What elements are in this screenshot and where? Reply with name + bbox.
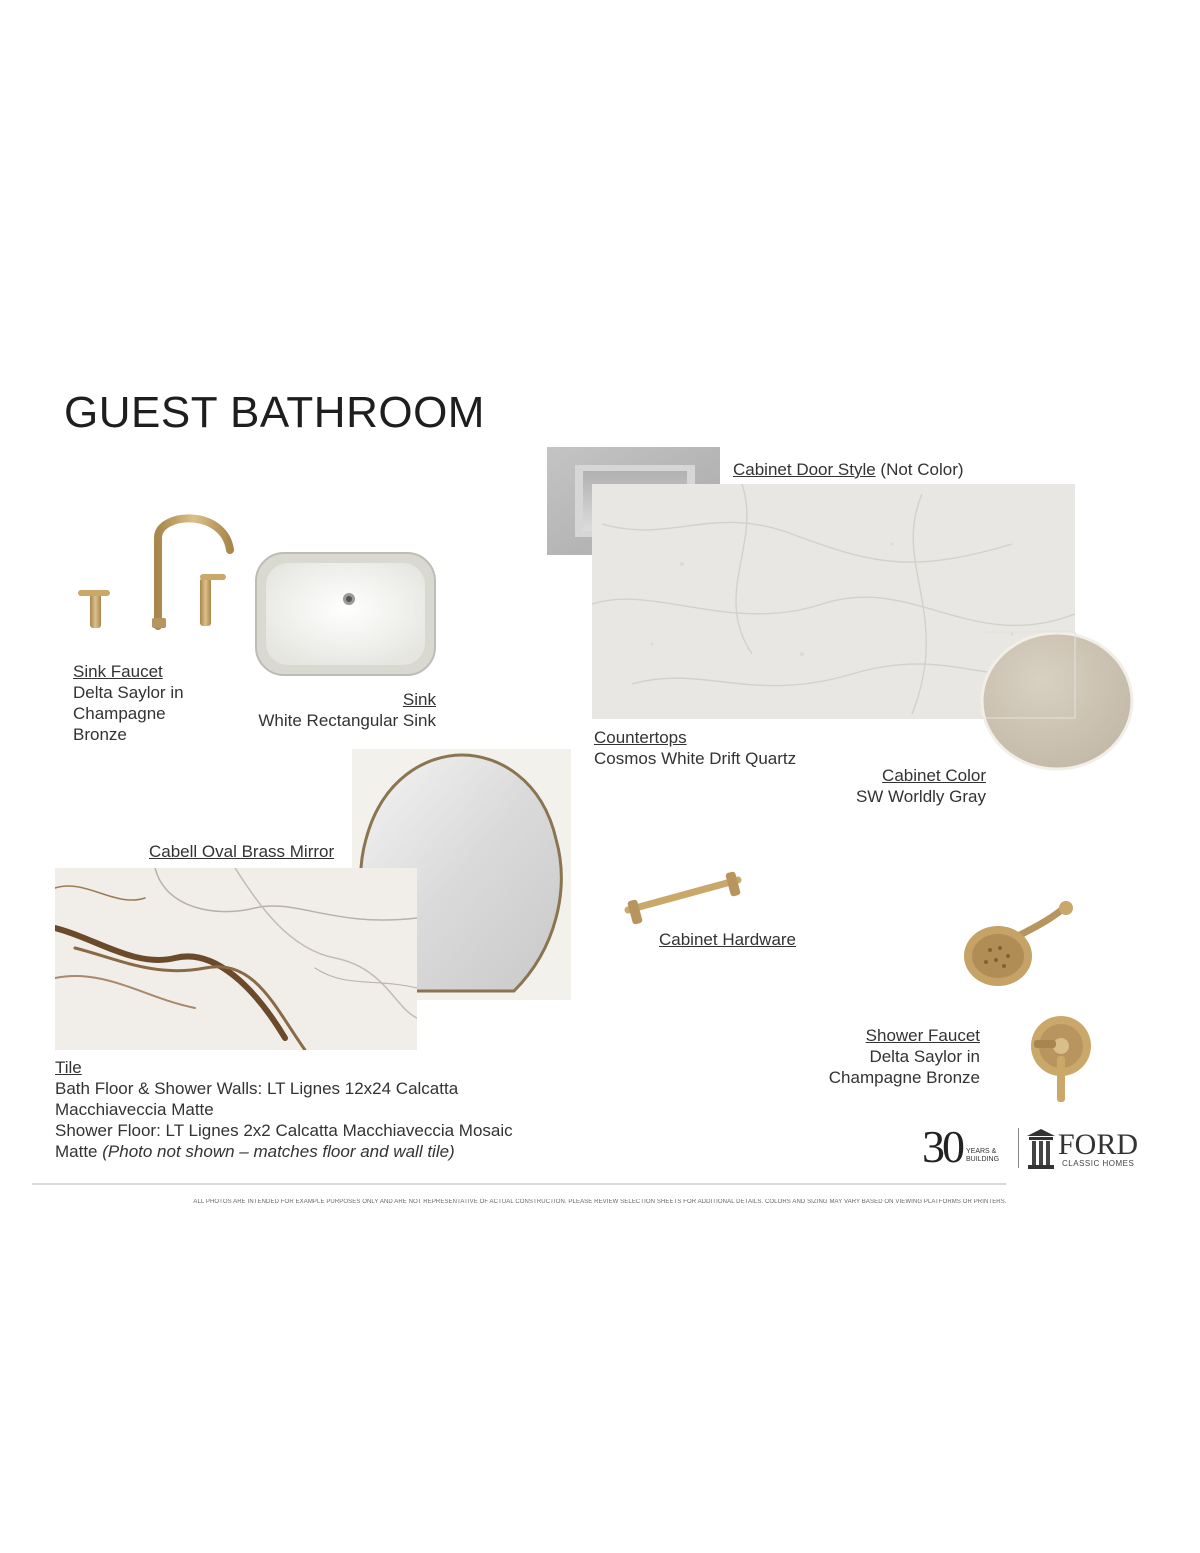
ford-30-years-logo bbox=[922, 1121, 1156, 1174]
disclaimer: ALL PHOTOS ARE INTENDED FOR EXAMPLE PURPOSES ONLY AND ARE NOT REPRESENTATIVE OF ACTUAL CONSTRUCTION. PLEASE REVIEW SELECTION SHEETS FOR ADDITIONAL DETAILS. COLORS AND SIZING MAY VARY BASED ON VIEWING PLATFORMS OR PRINTERS. bbox=[193, 1199, 1007, 1205]
cabinet-color-title: Cabinet Color bbox=[882, 766, 986, 785]
years-number: 30 bbox=[922, 1121, 962, 1172]
sink-image bbox=[254, 551, 437, 677]
countertops-title: Countertops bbox=[594, 728, 687, 747]
sink-faucet-label: Sink Faucet Delta Saylor in Champagne Bronze bbox=[73, 662, 184, 744]
sink-label: Sink White Rectangular Sink bbox=[236, 689, 436, 731]
footer-divider bbox=[32, 1183, 1006, 1185]
tile-label: Tile Bath Floor & Shower Walls: LT Lignes 12x24 Calcatta Macchiaveccia Matte Shower Floor: LT Lignes 2x2 Calcatta Macchiaveccia Mosaic Matte (Photo not shown – matches floor and wall tile) bbox=[55, 1058, 513, 1161]
cabinet-color-label: Cabinet Color SW Worldly Gray bbox=[786, 765, 986, 807]
cabinet-hardware-title: Cabinet Hardware bbox=[659, 930, 797, 949]
countertops-label: Countertops Cosmos White Drift Quartz bbox=[594, 728, 797, 768]
cabinet-hardware-label bbox=[659, 929, 796, 950]
brand-subtitle: CLASSIC HOMES bbox=[1062, 1159, 1135, 1168]
years-text: YEARS & BUILDING bbox=[966, 1148, 1000, 1163]
column-icon bbox=[1026, 1128, 1056, 1170]
cabinet-hardware-image bbox=[622, 866, 750, 930]
brand-name: FORD bbox=[1058, 1128, 1139, 1161]
mirror-label bbox=[149, 841, 334, 862]
page-title: GUEST BATHROOM bbox=[64, 388, 485, 437]
tile-title: Tile bbox=[55, 1058, 82, 1077]
logo-divider bbox=[1018, 1128, 1019, 1168]
sink-title: Sink bbox=[402, 690, 436, 709]
shower-faucet-title: Shower Faucet bbox=[865, 1026, 980, 1045]
shower-head-image bbox=[960, 900, 1078, 998]
paint-color-swatch bbox=[979, 630, 1135, 772]
sink-faucet-image bbox=[74, 508, 236, 632]
shower-valve-image bbox=[1028, 1010, 1094, 1104]
mirror-title: Cabell Oval Brass Mirror bbox=[149, 842, 335, 861]
cabinet-door-label: Cabinet Door Style (Not Color) bbox=[733, 460, 964, 479]
tile-swatch bbox=[55, 868, 417, 1050]
shower-faucet-label: Shower Faucet Delta Saylor in Champagne Bronze bbox=[780, 1025, 980, 1088]
sink-faucet-title: Sink Faucet bbox=[73, 662, 163, 681]
